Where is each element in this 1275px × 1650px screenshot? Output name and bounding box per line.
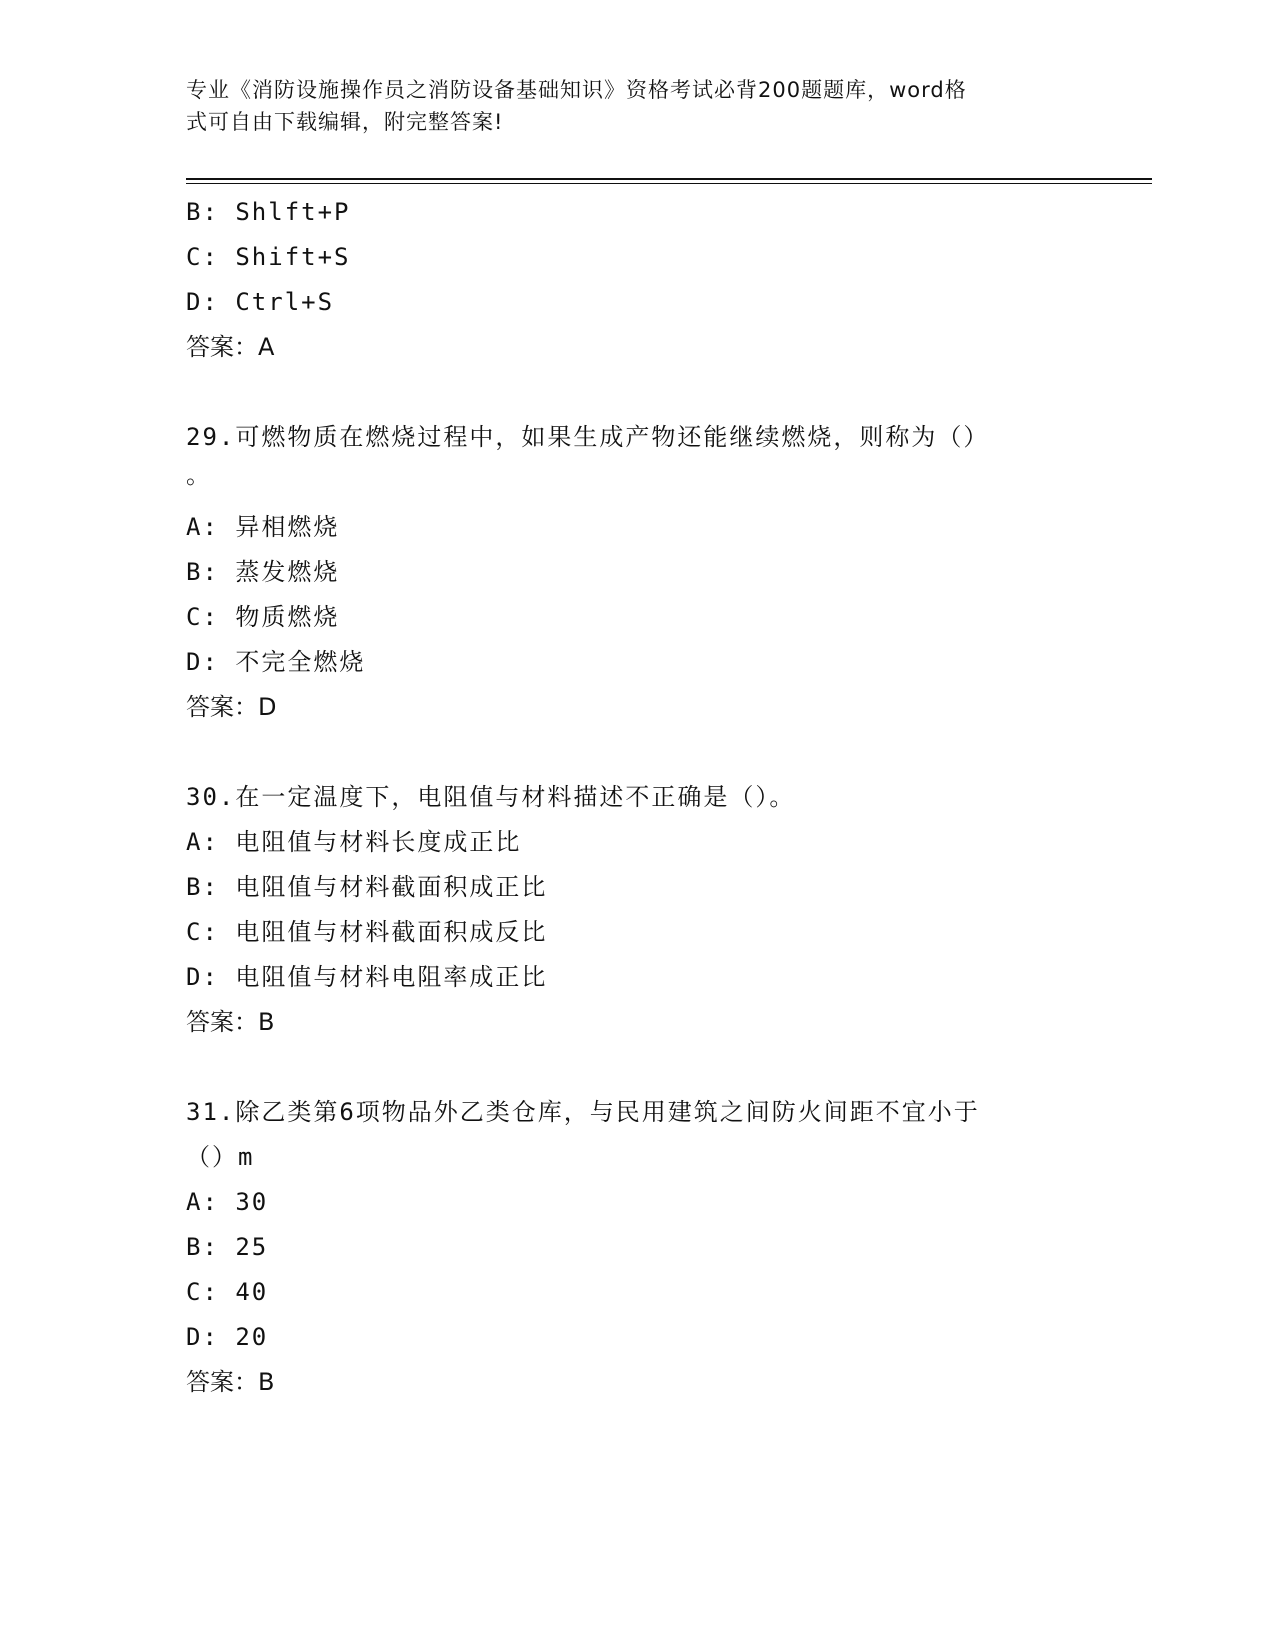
- option-d: D: Ctrl+S: [186, 288, 335, 316]
- question-stem: 31.除乙类第6项物品外乙类仓库，与民用建筑之间防火间距不宜小于: [186, 1098, 980, 1126]
- option-a: A: 电阻值与材料长度成正比: [186, 828, 522, 856]
- answer: 答案：B: [186, 1008, 275, 1036]
- question-stem-tail: （）m: [186, 1143, 255, 1171]
- option-b: B: 电阻值与材料截面积成正比: [186, 873, 548, 901]
- question-stem-tail: 。: [186, 461, 212, 489]
- question-30: [186, 775, 1086, 1045]
- option-d: D: 电阻值与材料电阻率成正比: [186, 963, 548, 991]
- question-stem: 29.可燃物质在燃烧过程中，如果生成产物还能继续燃烧，则称为（）: [186, 423, 990, 451]
- option-a: A: 异相燃烧: [186, 513, 340, 541]
- header-line-1: 专业《消防设施操作员之消防设备基础知识》资格考试必背200题题库，word格: [186, 78, 967, 102]
- spacer: [186, 370, 1086, 415]
- question-list: [186, 190, 1086, 1405]
- option-c: C: 物质燃烧: [186, 603, 340, 631]
- option-b: B: 25: [186, 1233, 269, 1261]
- option-b: B: Shlft+P: [186, 198, 351, 226]
- option-c: C: Shift+S: [186, 243, 351, 271]
- option-d: D: 20: [186, 1323, 269, 1351]
- header-line-2: 式可自由下载编辑，附完整答案!: [186, 110, 504, 134]
- option-c: C: 电阻值与材料截面积成反比: [186, 918, 548, 946]
- question-28: [186, 190, 1086, 370]
- option-b: B: 蒸发燃烧: [186, 558, 340, 586]
- option-a: A: 30: [186, 1188, 269, 1216]
- header-rule-thick: [186, 178, 1152, 180]
- answer: 答案：D: [186, 693, 277, 721]
- question-stem: 30.在一定温度下，电阻值与材料描述不正确是（）。: [186, 783, 796, 811]
- answer: 答案：A: [186, 333, 275, 361]
- question-29: [186, 415, 1086, 730]
- spacer: [186, 1045, 1086, 1090]
- spacer: [186, 730, 1086, 775]
- header-rule-thin: [186, 183, 1152, 184]
- answer: 答案：B: [186, 1368, 275, 1396]
- document-header: [186, 74, 1066, 138]
- option-d: D: 不完全燃烧: [186, 648, 366, 676]
- option-c: C: 40: [186, 1278, 269, 1306]
- question-31: [186, 1090, 1086, 1405]
